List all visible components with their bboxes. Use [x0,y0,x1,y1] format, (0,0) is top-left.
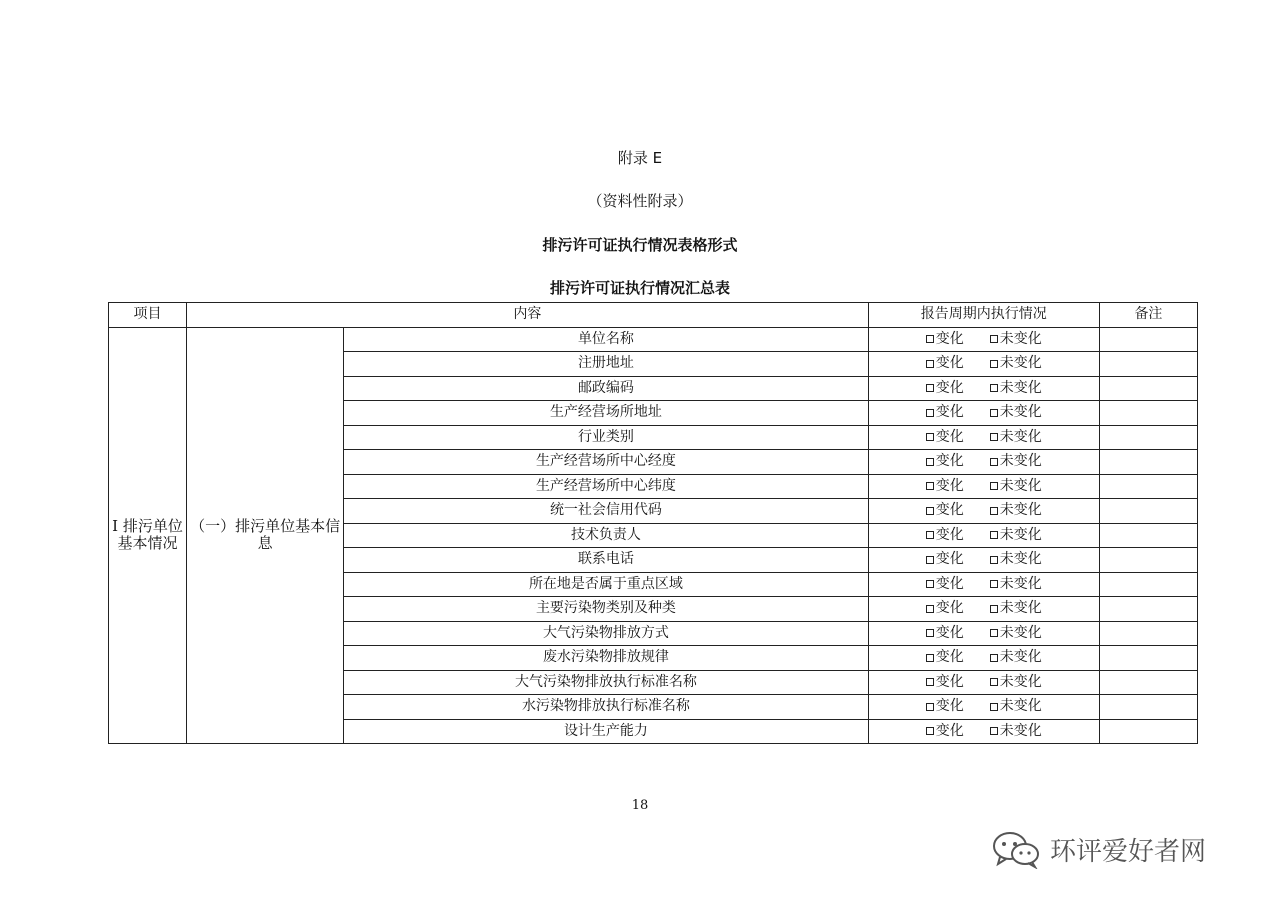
checkbox-square-icon[interactable] [990,629,998,637]
status-cell [868,401,1099,426]
changed-checkbox[interactable] [926,625,964,642]
checkbox-square-icon[interactable] [926,580,934,588]
summary-table [108,302,1198,744]
changed-checkbox[interactable] [926,600,964,617]
checkbox-square-icon[interactable] [926,507,934,515]
content-cell: 注册地址 [344,352,868,377]
changed-checkbox[interactable] [926,551,964,568]
status-cell [868,425,1099,450]
content-cell: 大气污染物排放执行标准名称 [344,670,868,695]
content-cell: 大气污染物排放方式 [344,621,868,646]
checkbox-label: 变化 [935,355,964,371]
checkbox-label: 未变化 [999,722,1042,739]
checkbox-square-icon[interactable] [926,556,934,564]
status-cell [868,450,1099,475]
subsection-label: （一）排污单位基本信息 [187,327,344,744]
table-row [109,327,1198,352]
remark-cell[interactable] [1099,401,1197,426]
status-cell [868,719,1099,744]
checkbox-label: 变化 [935,673,964,690]
checkbox-label: 未变化 [999,600,1042,616]
checkbox-label: 变化 [935,575,964,592]
checkbox-label: 变化 [935,404,964,420]
checkbox-label: 变化 [935,502,964,518]
changed-checkbox[interactable] [926,723,964,740]
unchanged-checkbox[interactable] [990,453,1042,470]
checkbox-label: 未变化 [999,698,1042,714]
checkbox-label: 变化 [935,698,964,714]
changed-checkbox[interactable] [926,502,964,519]
remark-cell[interactable] [1099,425,1197,450]
checkbox-square-icon[interactable] [990,433,998,441]
unchanged-checkbox[interactable] [990,478,1042,495]
status-cell [868,523,1099,548]
unchanged-checkbox[interactable] [990,674,1042,691]
checkbox-square-icon[interactable] [926,605,934,613]
checkbox-square-icon[interactable] [926,360,934,368]
changed-checkbox[interactable] [926,380,964,397]
remark-cell[interactable] [1099,572,1197,597]
checkbox-label: 变化 [935,428,964,445]
checkbox-label: 变化 [935,624,964,641]
changed-checkbox[interactable] [926,478,964,495]
checkbox-label: 变化 [935,649,964,665]
content-cell: 废水污染物排放规律 [344,646,868,671]
status-cell [868,474,1099,499]
checkbox-square-icon[interactable] [926,727,934,735]
changed-checkbox[interactable] [926,429,964,446]
unchanged-checkbox[interactable] [990,527,1042,544]
checkbox-label: 未变化 [999,526,1042,543]
status-cell [868,621,1099,646]
checkbox-label: 变化 [935,600,964,616]
checkbox-square-icon[interactable] [926,384,934,392]
table-header-row [109,303,1198,328]
unchanged-checkbox[interactable] [990,429,1042,446]
unchanged-checkbox[interactable] [990,698,1042,715]
status-cell [868,646,1099,671]
header-item: 项目 [109,303,187,328]
remark-cell[interactable] [1099,327,1197,352]
changed-checkbox[interactable] [926,404,964,421]
checkbox-square-icon[interactable] [990,703,998,711]
checkbox-label: 未变化 [999,624,1042,641]
checkbox-square-icon[interactable] [926,335,934,343]
status-cell [868,499,1099,524]
changed-checkbox[interactable] [926,576,964,593]
checkbox-square-icon[interactable] [926,531,934,539]
checkbox-square-icon[interactable] [926,458,934,466]
header-status: 报告周期内执行情况 [868,303,1099,328]
checkbox-label: 未变化 [999,673,1042,690]
checkbox-label: 未变化 [999,379,1042,396]
content-cell: 生产经营场所中心纬度 [344,474,868,499]
checkbox-square-icon[interactable] [926,409,934,417]
checkbox-label: 未变化 [999,551,1042,567]
remark-cell[interactable] [1099,695,1197,720]
content-cell: 行业类别 [344,425,868,450]
checkbox-label: 变化 [935,453,964,469]
checkbox-square-icon[interactable] [926,678,934,686]
checkbox-square-icon[interactable] [926,433,934,441]
unchanged-checkbox[interactable] [990,502,1042,519]
table-body [109,327,1198,744]
content-cell: 设计生产能力 [344,719,868,744]
unchanged-checkbox[interactable] [990,625,1042,642]
appendix-title: 附录 E [617,149,663,167]
unchanged-checkbox[interactable] [990,600,1042,617]
checkbox-square-icon[interactable] [926,654,934,662]
table-title: 排污许可证执行情况汇总表 [549,279,730,297]
content-cell: 邮政编码 [344,376,868,401]
status-cell [868,376,1099,401]
content-cell: 技术负责人 [344,523,868,548]
checkbox-label: 未变化 [999,575,1042,592]
status-cell [868,352,1099,377]
changed-checkbox[interactable] [926,453,964,470]
checkbox-label: 变化 [935,330,964,347]
document-title: 排污许可证执行情况表格形式 [542,236,738,254]
checkbox-square-icon[interactable] [990,458,998,466]
status-cell [868,670,1099,695]
changed-checkbox[interactable] [926,527,964,544]
checkbox-label: 未变化 [999,330,1042,347]
checkbox-square-icon[interactable] [990,580,998,588]
changed-checkbox[interactable] [926,649,964,666]
changed-checkbox[interactable] [926,331,964,348]
unchanged-checkbox[interactable] [990,551,1042,568]
checkbox-label: 变化 [935,477,964,494]
checkbox-label: 变化 [935,722,964,739]
page-number: 18 [631,798,649,813]
checkbox-label: 未变化 [999,404,1042,420]
unchanged-checkbox[interactable] [990,331,1042,348]
remark-cell[interactable] [1099,597,1197,622]
remark-cell[interactable] [1099,523,1197,548]
checkbox-label: 变化 [935,526,964,543]
status-cell [868,327,1099,352]
remark-cell[interactable] [1099,670,1197,695]
unchanged-checkbox[interactable] [990,723,1042,740]
remark-cell[interactable] [1099,499,1197,524]
checkbox-label: 变化 [935,551,964,567]
remark-cell[interactable] [1099,450,1197,475]
changed-checkbox[interactable] [926,674,964,691]
content-cell: 主要污染物类别及种类 [344,597,868,622]
remark-cell[interactable] [1099,646,1197,671]
content-cell: 水污染物排放执行标准名称 [344,695,868,720]
checkbox-square-icon[interactable] [990,482,998,490]
checkbox-square-icon[interactable] [990,654,998,662]
header-remark: 备注 [1099,303,1197,328]
checkbox-square-icon[interactable] [926,482,934,490]
content-cell: 生产经营场所地址 [344,401,868,426]
content-cell: 联系电话 [344,548,868,573]
checkbox-square-icon[interactable] [990,384,998,392]
checkbox-square-icon[interactable] [990,678,998,686]
checkbox-square-icon[interactable] [990,360,998,368]
checkbox-square-icon[interactable] [990,507,998,515]
checkbox-square-icon[interactable] [990,335,998,343]
unchanged-checkbox[interactable] [990,576,1042,593]
changed-checkbox[interactable] [926,698,964,715]
unchanged-checkbox[interactable] [990,404,1042,421]
checkbox-square-icon[interactable] [926,629,934,637]
checkbox-label: 未变化 [999,428,1042,445]
watermark-text: 环评爱好者网 [1050,836,1207,867]
wechat-icon [990,829,1042,869]
content-cell: 统一社会信用代码 [344,499,868,524]
remark-cell[interactable] [1099,719,1197,744]
content-cell: 单位名称 [344,327,868,352]
header-content: 内容 [187,303,869,328]
unchanged-checkbox[interactable] [990,355,1042,372]
checkbox-square-icon[interactable] [926,703,934,711]
checkbox-square-icon[interactable] [990,727,998,735]
checkbox-label: 未变化 [999,649,1042,665]
remark-cell[interactable] [1099,621,1197,646]
remark-cell[interactable] [1099,352,1197,377]
content-cell: 所在地是否属于重点区域 [344,572,868,597]
status-cell [868,695,1099,720]
checkbox-square-icon[interactable] [990,556,998,564]
appendix-type: （资料性附录） [587,192,693,210]
changed-checkbox[interactable] [926,355,964,372]
checkbox-square-icon[interactable] [990,605,998,613]
checkbox-label: 未变化 [999,453,1042,469]
status-cell [868,572,1099,597]
checkbox-square-icon[interactable] [990,409,998,417]
content-cell: 生产经营场所中心经度 [344,450,868,475]
checkbox-square-icon[interactable] [990,531,998,539]
checkbox-label: 变化 [935,379,964,396]
section-label: I 排污单位基本情况 [109,327,187,744]
unchanged-checkbox[interactable] [990,380,1042,397]
status-cell [868,548,1099,573]
checkbox-label: 未变化 [999,355,1042,371]
remark-cell[interactable] [1099,548,1197,573]
unchanged-checkbox[interactable] [990,649,1042,666]
remark-cell[interactable] [1099,376,1197,401]
checkbox-label: 未变化 [999,502,1042,518]
watermark [990,829,1250,869]
status-cell [868,597,1099,622]
checkbox-label: 未变化 [999,477,1042,494]
remark-cell[interactable] [1099,474,1197,499]
